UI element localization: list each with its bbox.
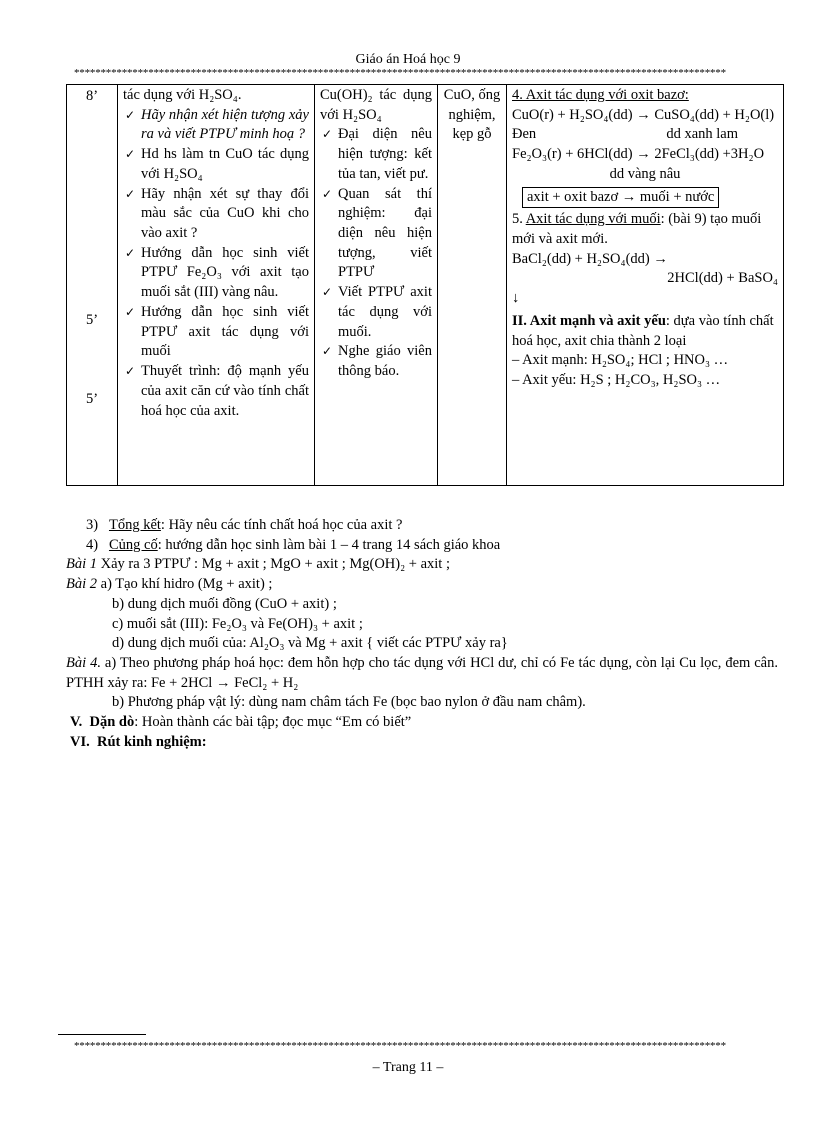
footer-star-divider: ***************************************************************************************************************************	[74, 1040, 726, 1052]
section-4-heading: 4. Axit tác dụng với oxit bazơ:	[512, 87, 689, 103]
footnote-divider	[58, 1034, 146, 1035]
time-column	[67, 85, 118, 486]
strong-acids: – Axit mạnh: H₂SO₄; HCl ; HNO₃ …	[512, 352, 729, 369]
teacher-item: ✓ Thuyết trình: độ mạnh yếu của axit căn cứ vào tính chất hoá học của axit.	[125, 363, 309, 419]
precipitate-arrow: ↓	[512, 290, 520, 307]
summary-item: 3) Tổng kết: Hãy nêu các tính chất hoá học của axit ?	[86, 517, 403, 533]
checkmark-icon: ✓	[125, 304, 136, 319]
exercise-4b: b) Phương pháp vật lý: dùng nam châm tách Fe (bọc bao nylon ở đầu nam châm).	[112, 694, 586, 711]
weak-acids: – Axit yếu: H₂S ; H₂CO₃, H₂SO₃ …	[512, 372, 721, 389]
checkmark-icon: ✓	[322, 285, 333, 300]
exercise-2c: c) muối sắt (III): Fe₂O₃ và Fe(OH)₃ + axit ;	[112, 615, 363, 632]
equation-bacl2-products: 2HCl(dd) + BaSO₄	[667, 270, 778, 287]
time-cell: 5’	[85, 391, 99, 407]
student-item: ✓ Nghe giáo viên thông báo.	[322, 343, 432, 380]
table-row	[67, 85, 784, 486]
color-label: dd xanh lam	[666, 126, 738, 143]
time-cell: 8’	[85, 88, 99, 104]
color-label: Đen	[512, 126, 537, 143]
content-column	[507, 85, 784, 486]
equipment-column	[438, 85, 507, 486]
student-line: Cu(OH)₂ tác dụng với H₂SO₄	[320, 87, 432, 123]
student-item: ✓ Viết PTPƯ axit tác dụng với muối.	[322, 284, 432, 340]
exercise-1: Bài 1 Xảy ra 3 PTPƯ : Mg + axit ; MgO + axit ; Mg(OH)₂ + axit ;	[66, 556, 450, 573]
section-vi: VI. Rút kinh nghiệm:	[70, 733, 207, 750]
checkmark-icon: ✓	[125, 186, 136, 201]
lesson-table	[66, 84, 784, 486]
equipment-text: CuO, ống nghiệm, kẹp gỗ	[443, 87, 501, 143]
page-header-title: Giáo án Hoá học 9	[355, 52, 461, 67]
teacher-item: ✓ Hãy nhận xét hiện tượng xảy ra và viết PTPƯ minh hoạ ?	[125, 106, 309, 143]
page-number: – Trang 11 –	[372, 1060, 444, 1075]
rule-box: axit + oxit bazơ → muối + nước	[522, 187, 719, 209]
checkmark-icon: ✓	[322, 186, 333, 201]
time-cell: 5’	[85, 312, 99, 328]
header-star-divider: ***************************************************************************************************************************	[74, 67, 726, 79]
equation-colors	[512, 125, 778, 145]
checkmark-icon: ✓	[125, 364, 136, 379]
section-v: V. Dặn dò: Hoàn thành các bài tập; đọc mục “Em có biết”	[70, 714, 412, 731]
checkmark-icon: ✓	[322, 127, 333, 142]
color-label: dd vàng nâu	[609, 165, 681, 182]
checkmark-icon: ✓	[125, 147, 136, 162]
teacher-line: tác dụng với H₂SO₄.	[123, 87, 242, 103]
lesson-summary	[66, 516, 778, 753]
checkmark-icon: ✓	[125, 107, 136, 122]
exercise-2a: Bài 2 a) Tạo khí hidro (Mg + axit) ;	[66, 576, 273, 593]
exercise-2b: b) dung dịch muối đồng (CuO + axit) ;	[112, 595, 337, 612]
equation-cuo: CuO(r) + H₂SO₄(dd) → CuSO₄(dd) + H₂O(l)	[512, 106, 775, 123]
equation-fe2o3: Fe₂O₃(r) + 6HCl(dd) → 2FeCl₃(dd) +3H₂O	[512, 146, 765, 163]
equation-bacl2: BaCl₂(dd) + H₂SO₄(dd) →	[512, 250, 668, 267]
student-item: ✓ Đại diện nêu hiện tượng: kết tủa tan, viết pư.	[322, 126, 432, 182]
teacher-item: ✓ Hướng dẫn học sinh viết PTPƯ Fe₂O₃ với axit tạo muối sắt (III) vàng nâu.	[125, 244, 309, 301]
section-5-heading: 5. Axit tác dụng với muối: (bài 9) tạo muối mới và axit mới.	[512, 211, 762, 248]
teacher-item: ✓ Hãy nhận xét sự thay đổi màu sắc của CuO khi cho vào axit ?	[125, 185, 309, 242]
exercise-2d: d) dung dịch muối của: Al₂O₃ và Mg + axit { viết các PTPƯ xảy ra}	[112, 635, 508, 652]
teacher-item: ✓ Hướng dẫn học sinh viết PTPƯ axit tác dụng với muối	[125, 303, 309, 360]
student-item: ✓ Quan sát thí nghiệm: đại diện nêu hiện tượng, viết PTPƯ	[322, 185, 432, 281]
summary-item: 4) Củng cố: hướng dẫn học sinh làm bài 1 – 4 trang 14 sách giáo khoa	[86, 536, 501, 553]
teacher-item: ✓ Hd hs làm tn CuO tác dụng với H₂SO₄	[125, 146, 309, 182]
student-activity-column	[315, 85, 438, 486]
section-ii-heading: II. Axit mạnh và axit yếu: dựa vào tính chất hoá học, axit chia thành 2 loại	[512, 312, 774, 349]
teacher-activity-column	[118, 85, 315, 486]
checkmark-icon: ✓	[322, 344, 333, 359]
exercise-4a: Bài 4. a) Theo phương pháp hoá học: đem hỗn hợp cho tác dụng với HCl dư, chỉ có Fe tác dụng, còn lại Cu lọc, đem cân. PTHH xảy ra: Fe + 2HCl → FeCl₂ + H₂	[66, 655, 778, 691]
checkmark-icon: ✓	[125, 245, 136, 260]
